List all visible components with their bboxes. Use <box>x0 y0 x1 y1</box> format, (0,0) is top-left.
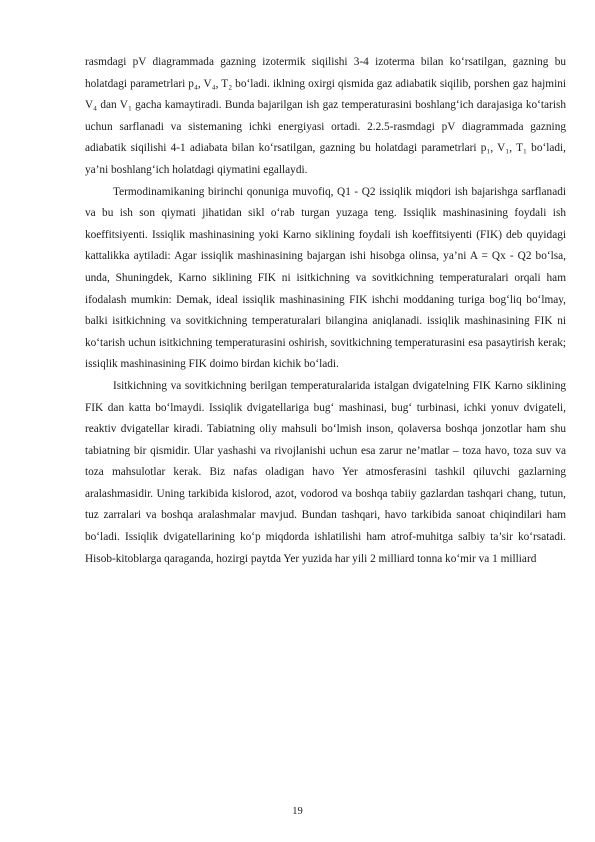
page-number: 19 <box>292 806 303 817</box>
document-body <box>85 52 566 570</box>
paragraph-2: Termodinamikaning birinchi qonuniga muvofiq, Q1 - Q2 issiqlik miqdori ish bajarishga sarflanadi va bu ish son qiymati jihatidan sikl o‘rab turgan yuzaga teng. Issiqlik mashinasining foydali ish koeffitsiyenti. Issiqlik mashinasining yoki Karno siklining foydali ish koeffitsiyenti (FIK) deb quyidagi kattalikka aytiladi: Agar issiqlik mashinasining bajargan ishi hisobga olinsa, ya’ni A = Qx - Q2 bo‘lsa, unda, Shuningdek, Karno siklining FIK ni isitkichning va sovitkichning temperaturalari orqali ham ifodalash mumkin: Demak, ideal issiqlik mashinasining FIK ishchi moddaning turiga bog‘liq bo‘lmay, balki isitkichning va sovitkichning temperaturalari bilangina aniqlanadi. issiqlik mashinasining FIK ni ko‘tarish uchun isitkichning temperaturasini oshirish, sovitkichning temperaturasini esa pasaytirish kerak; issiqlik mashinasining FIK doimo birdan kichik bo‘ladi. <box>85 185 566 371</box>
paragraph-1: rasmdagi pV diagrammada gazning izotermik siqilishi 3-4 izoterma bilan ko‘rsatilgan, gazning bu holatdagi parametrlari p₄, V₄, T₂ bo‘ladi. iklning oxirgi qismida gaz adiabatik siqilib, porshen gaz hajmini V₄ dan V₁ gacha kamaytiradi. Bunda bajarilgan ish gaz temperaturasini boshlang‘ich darajasiga ko‘tarish uchun sarflanadi va sistemaning ichki energiyasi ortadi. 2.2.5-rasmdagi pV diagrammada gazning adiabatik siqilishi 4-1 adiabata bilan ko‘rsatilgan, gazning bu holatdagi parametrlari p₁, V₁, T₁ bo‘ladi, ya’ni boshlang‘ich holatdagi qiymatini egallaydi. <box>85 56 566 176</box>
paragraph-3: Isitkichning va sovitkichning berilgan temperaturalarida istalgan dvigatelning FIK Karno siklining FIK dan katta bo‘lmaydi. Issiqlik dvigatellariga bug‘ mashinasi, bug‘ turbinasi, ichki yonuv dvigateli, reaktiv dvigatellar kiradi. Tabiatning oliy mahsuli bo‘lmish inson, qolaversa boshqa jonzotlar ham shu tabiatning bir qismidir. Ular yashashi va rivojlanishi uchun esa zarur ne’matlar – toza havo, toza suv va toza mahsulotlar kerak. Biz nafas oladigan havo Yer atmosferasini tashkil qiluvchi gazlarning aralashmasidir. Uning tarkibida kislorod, azot, vodorod va boshqa tabiiy gazlardan tashqari chang, tutun, tuz zarralari va boshqa aralashmalar mavjud. Bundan tashqari, havo tarkibida sanoat chiqindilari ham bo‘ladi. Issiqlik dvigatellarining ko‘p miqdorda ishlatilishi ham atrof-muhitga salbiy ta’sir ko‘rsatadi. Hisob-kitoblarga qaraganda, hozirgi paytda Yer yuzida har yili 2 milliard tonna ko‘mir va 1 milliard <box>85 379 566 565</box>
